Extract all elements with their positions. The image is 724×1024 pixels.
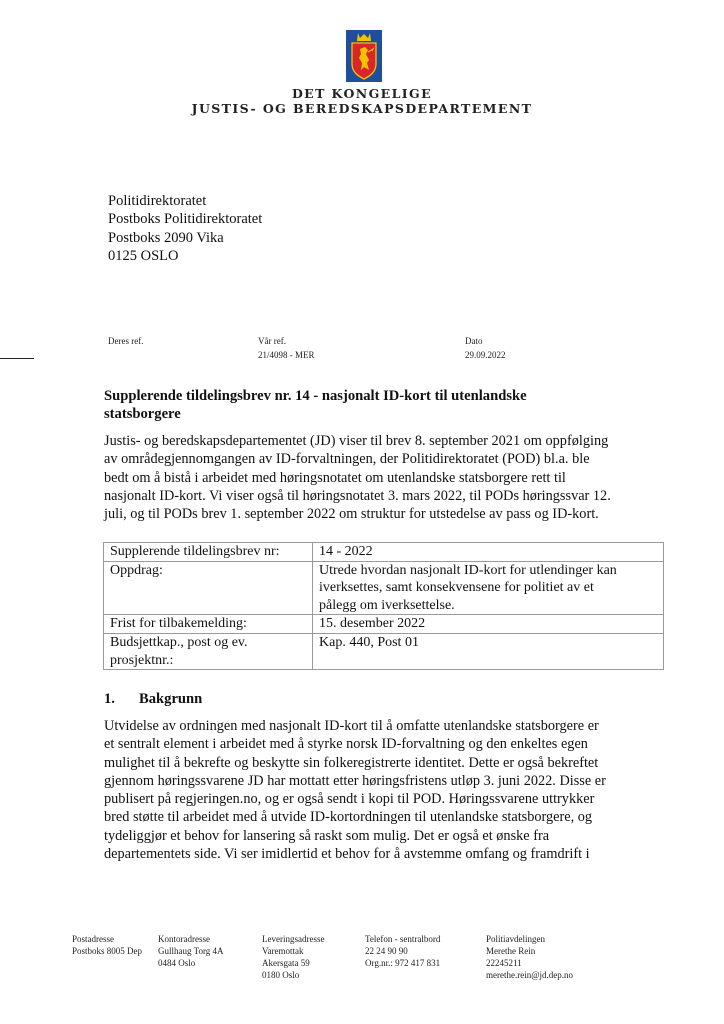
footer-label: Kontoradresse — [158, 934, 210, 944]
section-title: Bakgrunn — [139, 691, 203, 707]
cell-text: Oppdrag: — [110, 562, 163, 578]
letter-subject — [104, 387, 664, 423]
recipient-address — [108, 192, 262, 266]
var-ref-label: Vår ref. — [258, 336, 286, 346]
var-ref-value: 21/4098 - MER — [258, 350, 315, 360]
table-value-cell — [313, 561, 664, 615]
section-heading — [104, 691, 202, 708]
footer-text: Merethe Rein — [486, 946, 536, 956]
footer-kontoradresse — [158, 933, 224, 969]
fold-mark — [0, 358, 34, 359]
footer-email[interactable]: merethe.rein@jd.dep.no — [486, 970, 574, 980]
department-name-line-2: JUSTIS- OG BEREDSKAPSDEPARTEMENT — [191, 101, 533, 116]
table-key-cell — [104, 543, 313, 562]
cell-text: pålegg om iverksettelse. — [319, 597, 455, 613]
coat-of-arms-icon — [346, 30, 382, 82]
section-number: 1. — [104, 691, 115, 707]
intro-paragraph — [104, 432, 674, 523]
table-value-cell — [313, 543, 664, 562]
footer-text: 0484 Oslo — [158, 958, 196, 968]
text-line: juli, og til PODs brev 1. september 2022 om struktur for utstedelse av pass og ID-kort. — [104, 506, 599, 523]
department-name-line-1: DET KONGELIGE — [291, 86, 433, 101]
table-value-cell — [313, 615, 664, 634]
table-key-cell — [104, 561, 313, 615]
dato-label: Dato — [465, 336, 483, 346]
text-line: bred støtte til arbeidet med å utvide ID-kortordningen til utenlandske statsborgere, og — [104, 809, 593, 826]
subject-line: Supplerende tildelingsbrev nr. 14 - nasjonalt ID-kort til utenlandske — [104, 388, 527, 404]
address-line: 0125 OSLO — [108, 248, 179, 265]
footer-telefon — [365, 933, 440, 969]
section-body — [104, 717, 674, 863]
footer-text: Akersgata 59 — [262, 958, 310, 968]
footer-label: Politiavdelingen — [486, 934, 545, 944]
text-line: publisert på regjeringen.no, og er også sendt i kopi til POD. Høringssvarene uttrykker — [104, 791, 595, 808]
cell-text: Utrede hvordan nasjonalt ID-kort for utlendinger kan — [319, 562, 617, 578]
text-line: nasjonalt ID-kort. Vi viser også til høringsnotatet 3. mars 2022, til PODs høringssvar 12. — [104, 487, 611, 504]
footer-text: Postboks 8005 Dep — [72, 946, 143, 956]
footer-label: Leveringsadresse — [262, 934, 325, 944]
footer-label: Postadresse — [72, 934, 114, 944]
address-line: Postboks Politidirektoratet — [108, 211, 263, 228]
subject-line: statsborgere — [104, 406, 181, 422]
table-row — [104, 615, 664, 634]
footer-text: 22 24 90 90 — [365, 946, 408, 956]
table-key-cell — [104, 615, 313, 634]
address-line: Postboks 2090 Vika — [108, 229, 224, 246]
cell-text: Budsjettkap., post og ev. — [110, 634, 248, 650]
dato-value: 29.09.2022 — [465, 350, 506, 360]
footer-text: Varemottak — [262, 946, 304, 956]
cell-text: Frist for tilbakemelding: — [110, 616, 247, 632]
footer-label: Telefon - sentralbord — [365, 934, 441, 944]
cell-text: iverksettes, samt konsekvensene for politiet av et — [319, 580, 594, 596]
assignment-table — [103, 542, 664, 670]
text-line: departementets side. Vi ser imidlertid et behov for å avstemme omfang og framdrift i — [104, 846, 590, 863]
text-line: Justis- og beredskapsdepartementet (JD) viser til brev 8. september 2021 om oppfølging — [104, 433, 609, 449]
text-line: av områdegjennomgangen av ID-forvaltningen, der Politidirektoratet (POD) bl.a. ble — [104, 451, 590, 468]
table-row — [104, 633, 664, 669]
table-value-cell — [313, 633, 664, 669]
text-line: mulighet til å bekrefte og beskytte sin folkeregistrerte identitet. Dette er også bekreftet — [104, 754, 599, 771]
text-line: tydeliggjør et behov for lansering så raskt som mulig. Det er også et ønske fra — [104, 827, 550, 844]
text-line: bedt om å bistå i arbeidet med høringsnotatet om utenlandske statsborgere rett til — [104, 469, 566, 486]
footer-text: Gullhaug Torg 4A — [158, 946, 224, 956]
table-row — [104, 543, 664, 562]
cell-text: 14 - 2022 — [319, 544, 373, 559]
text-line: Utvidelse av ordningen med nasjonalt ID-kort til å omfatte utenlandske statsborgere er — [104, 718, 599, 734]
address-line: Politidirektoratet — [108, 193, 207, 209]
text-line: et sentralt element i arbeidet med å styrke norsk ID-forvaltning og den enkeltes egen — [104, 736, 588, 753]
footer-text: 22245211 — [486, 958, 522, 968]
cell-text: 15. desember 2022 — [319, 616, 426, 632]
cell-text: prosjektnr.: — [110, 652, 174, 668]
text-line: gjennom høringssvarene JD har mottatt etter høringsfristens utløp 3. juni 2022. Disse er — [104, 772, 606, 789]
footer-leveringsadresse — [262, 933, 324, 981]
table-key-cell — [104, 633, 313, 669]
cell-text: Kap. 440, Post 01 — [319, 634, 419, 650]
footer-text: 0180 Oslo — [262, 970, 300, 980]
footer-text: Org.nr.: 972 417 831 — [365, 958, 441, 968]
footer-postadresse — [72, 933, 142, 957]
deres-ref-label: Deres ref. — [108, 336, 144, 346]
cell-text: Supplerende tildelingsbrev nr: — [110, 544, 280, 559]
table-row — [104, 561, 664, 615]
footer-avdeling — [486, 933, 573, 981]
